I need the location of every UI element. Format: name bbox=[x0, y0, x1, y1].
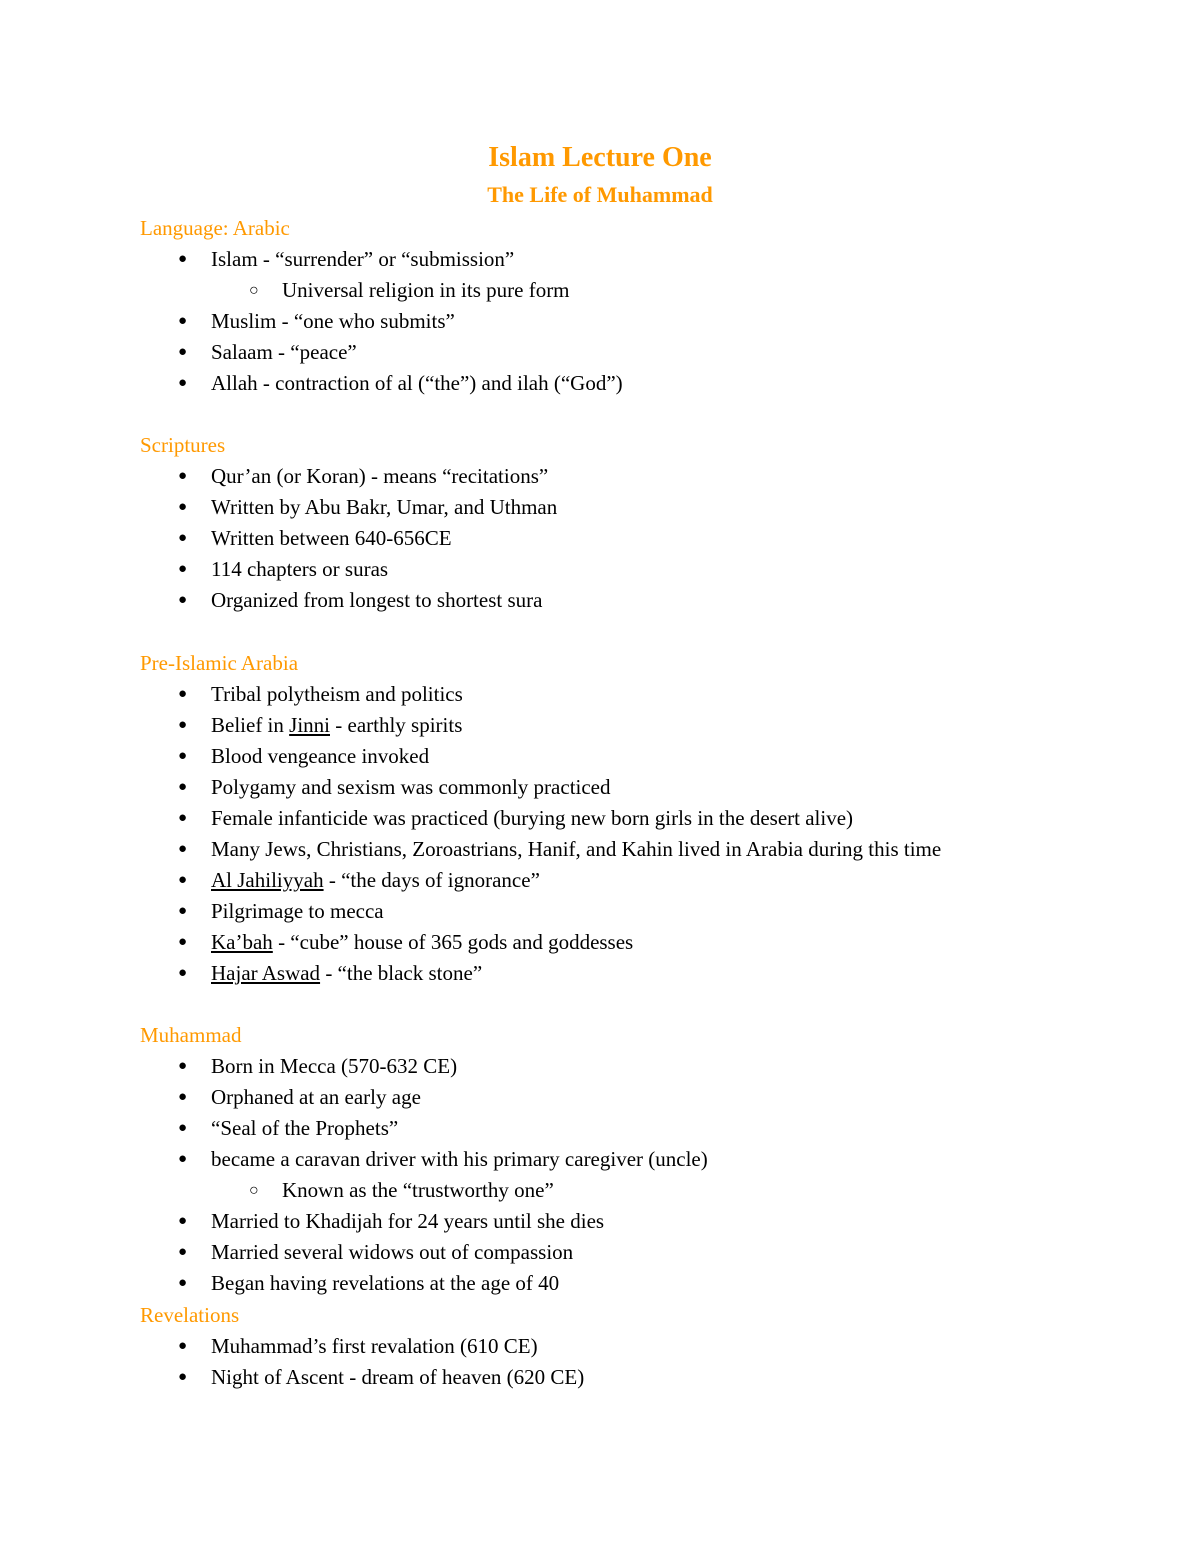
section-heading: Revelations bbox=[140, 1303, 240, 1327]
bullet-dot-icon: ● bbox=[178, 1338, 188, 1354]
list-item bbox=[140, 1082, 1140, 1113]
item-text: - “cube” house of 365 gods and goddesses bbox=[272, 930, 634, 954]
list-item bbox=[140, 865, 1140, 896]
item-text: became a caravan driver with his primary caregiver (uncle) bbox=[211, 1147, 708, 1171]
bullet-dot-icon: ● bbox=[178, 375, 188, 391]
list-item bbox=[140, 244, 1140, 275]
underlined-term: Hajar Aswad bbox=[211, 961, 321, 985]
bullet-list bbox=[140, 461, 1140, 616]
section-heading: Muhammad bbox=[140, 1023, 242, 1047]
bullet-dot-icon: ● bbox=[178, 1275, 188, 1291]
bullet-list bbox=[140, 1051, 1140, 1299]
item-text: Written by Abu Bakr, Umar, and Uthman bbox=[211, 495, 558, 519]
sub-list-item bbox=[140, 275, 1140, 306]
item-text: Written between 640-656CE bbox=[211, 526, 452, 550]
bullet-circle-icon: ○ bbox=[249, 1182, 259, 1199]
item-text: Polygamy and sexism was commonly practiced bbox=[211, 775, 611, 799]
bullet-dot-icon: ● bbox=[178, 934, 188, 950]
bullet-dot-icon: ● bbox=[178, 748, 188, 764]
item-text: Islam - “surrender” or “submission” bbox=[211, 247, 515, 271]
list-item bbox=[140, 1362, 1140, 1393]
section-revelations bbox=[140, 1300, 1140, 1393]
list-item bbox=[140, 306, 1140, 337]
bullet-dot-icon: ● bbox=[178, 1213, 188, 1229]
item-text: - “the black stone” bbox=[320, 961, 483, 985]
list-item bbox=[140, 1144, 1140, 1175]
bullet-dot-icon: ● bbox=[178, 530, 188, 546]
bullet-dot-icon: ● bbox=[178, 1151, 188, 1167]
list-item bbox=[140, 461, 1140, 492]
section-pre-islamic-arabia bbox=[140, 648, 1140, 989]
item-text: Pilgrimage to mecca bbox=[211, 899, 384, 923]
item-text: Night of Ascent - dream of heaven (620 CE) bbox=[211, 1365, 585, 1389]
bullet-dot-icon: ● bbox=[178, 903, 188, 919]
bullet-dot-icon: ● bbox=[178, 686, 188, 702]
section-heading: Scriptures bbox=[140, 433, 226, 457]
item-text: Muslim - “one who submits” bbox=[211, 309, 455, 333]
bullet-dot-icon: ● bbox=[178, 1089, 188, 1105]
bullet-dot-icon: ● bbox=[178, 779, 188, 795]
bullet-dot-icon: ● bbox=[178, 1244, 188, 1260]
bullet-dot-icon: ● bbox=[178, 313, 188, 329]
underlined-term: Ka’bah bbox=[211, 930, 273, 954]
section-scriptures bbox=[140, 430, 1140, 616]
item-text: Organized from longest to shortest sura bbox=[211, 588, 543, 612]
bullet-dot-icon: ● bbox=[178, 965, 188, 981]
bullet-dot-icon: ● bbox=[178, 1369, 188, 1385]
bullet-list bbox=[140, 679, 1140, 989]
item-text: Many Jews, Christians, Zoroastrians, Hanif, and Kahin lived in Arabia during this time bbox=[211, 837, 942, 861]
bullet-dot-icon: ● bbox=[178, 592, 188, 608]
list-item bbox=[140, 1237, 1140, 1268]
list-item bbox=[140, 679, 1140, 710]
list-item bbox=[140, 958, 1140, 989]
list-item bbox=[140, 710, 1140, 741]
item-prefix: Belief in bbox=[211, 713, 290, 737]
item-text: 114 chapters or suras bbox=[211, 557, 389, 581]
item-text: Tribal polytheism and politics bbox=[211, 682, 463, 706]
item-text: Female infanticide was practiced (burying new born girls in the desert alive) bbox=[211, 806, 854, 830]
list-item bbox=[140, 896, 1140, 927]
section-heading: Pre-Islamic Arabia bbox=[140, 651, 299, 675]
list-item bbox=[140, 523, 1140, 554]
section-heading: Language: Arabic bbox=[140, 216, 290, 240]
section-language bbox=[140, 213, 1140, 399]
list-item bbox=[140, 368, 1140, 399]
bullet-dot-icon: ● bbox=[178, 499, 188, 515]
item-text: Blood vengeance invoked bbox=[211, 744, 430, 768]
sub-list-item bbox=[140, 1175, 1140, 1206]
item-text: Allah - contraction of al (“the”) and ilah (“God”) bbox=[211, 371, 623, 395]
item-text: Muhammad’s first revalation (610 CE) bbox=[211, 1334, 538, 1358]
list-item bbox=[140, 554, 1140, 585]
bullet-dot-icon: ● bbox=[178, 841, 188, 857]
item-text: - earthly spirits bbox=[330, 713, 463, 737]
list-item bbox=[140, 772, 1140, 803]
bullet-dot-icon: ● bbox=[178, 1120, 188, 1136]
item-text: Born in Mecca (570-632 CE) bbox=[211, 1054, 458, 1078]
list-item bbox=[140, 1268, 1140, 1299]
item-text: Married to Khadijah for 24 years until she dies bbox=[211, 1209, 605, 1233]
bullet-list bbox=[140, 1331, 1140, 1393]
document-title: Islam Lecture One bbox=[488, 142, 712, 173]
underlined-term: Jinni bbox=[289, 713, 330, 737]
bullet-dot-icon: ● bbox=[178, 468, 188, 484]
bullet-dot-icon: ● bbox=[178, 810, 188, 826]
item-text: Qur’an (or Koran) - means “recitations” bbox=[211, 464, 549, 488]
list-item bbox=[140, 1206, 1140, 1237]
list-item bbox=[140, 927, 1140, 958]
list-item bbox=[140, 492, 1140, 523]
list-item bbox=[140, 1113, 1140, 1144]
list-item bbox=[140, 834, 1140, 865]
item-text: - “the days of ignorance” bbox=[323, 868, 540, 892]
list-item bbox=[140, 741, 1140, 772]
bullet-circle-icon: ○ bbox=[249, 282, 259, 299]
bullet-dot-icon: ● bbox=[178, 872, 188, 888]
bullet-dot-icon: ● bbox=[178, 1058, 188, 1074]
underlined-term: Al Jahiliyyah bbox=[211, 868, 324, 892]
bullet-dot-icon: ● bbox=[178, 251, 188, 267]
item-text: “Seal of the Prophets” bbox=[211, 1116, 399, 1140]
item-text: Salaam - “peace” bbox=[211, 340, 357, 364]
bullet-list bbox=[140, 244, 1140, 399]
list-item bbox=[140, 1051, 1140, 1082]
item-text: Orphaned at an early age bbox=[211, 1085, 421, 1109]
bullet-dot-icon: ● bbox=[178, 717, 188, 733]
item-text: Universal religion in its pure form bbox=[282, 278, 570, 302]
bullet-dot-icon: ● bbox=[178, 344, 188, 360]
bullet-dot-icon: ● bbox=[178, 561, 188, 577]
list-item bbox=[140, 585, 1140, 616]
item-text: Began having revelations at the age of 40 bbox=[211, 1271, 560, 1295]
list-item bbox=[140, 337, 1140, 368]
item-text: Known as the “trustworthy one” bbox=[282, 1178, 554, 1202]
item-text: Married several widows out of compassion bbox=[211, 1240, 574, 1264]
list-item bbox=[140, 803, 1140, 834]
section-muhammad bbox=[140, 1020, 1140, 1299]
list-item bbox=[140, 1331, 1140, 1362]
document-subtitle: The Life of Muhammad bbox=[487, 182, 713, 207]
